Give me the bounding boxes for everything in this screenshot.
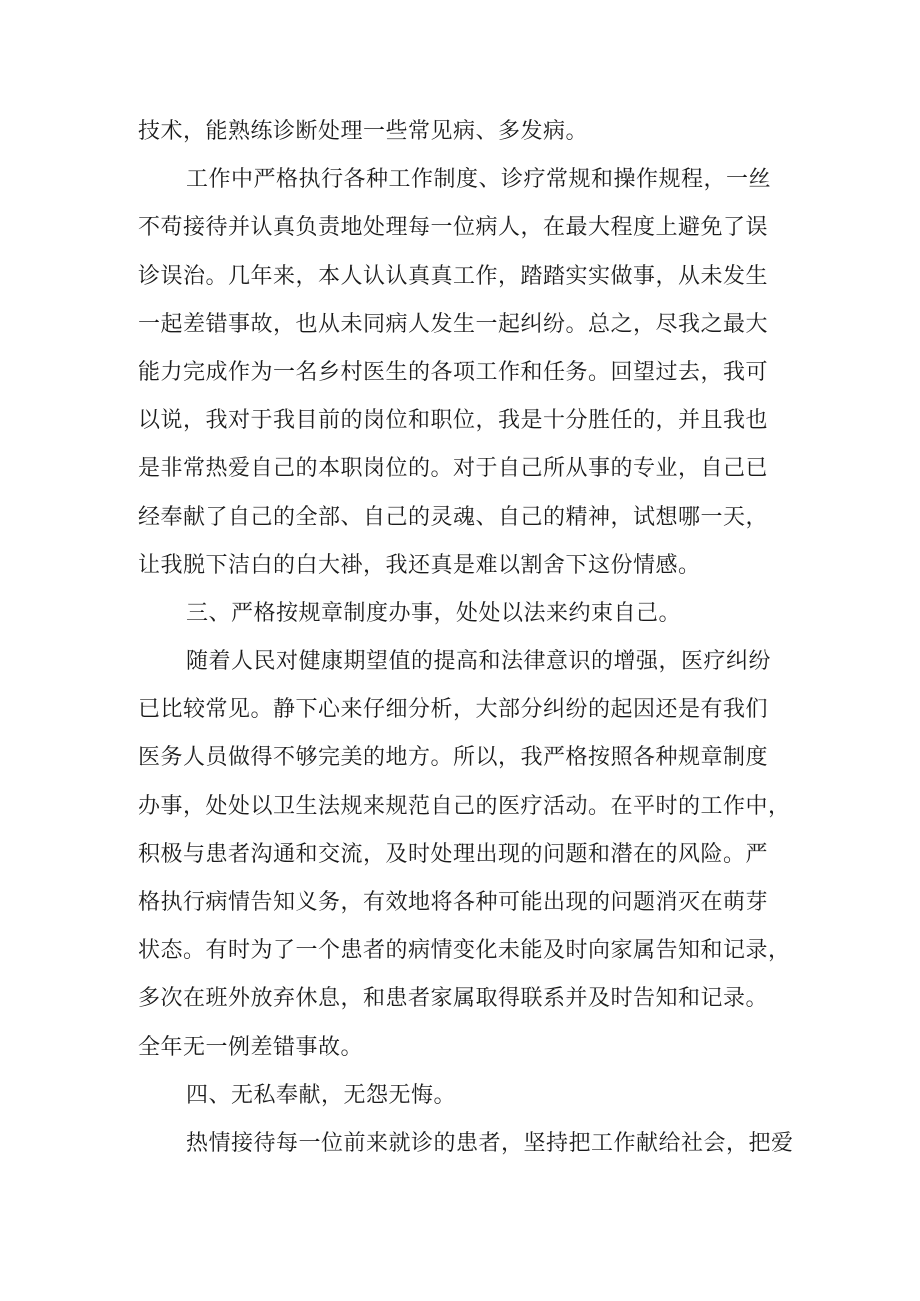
document-body [138,108,800,1168]
text-line: 是非常热爱自己的本职岗位的。对于自己所从事的专业，自己已 [138,456,769,482]
text-line: 办事，处处以卫生法规来规范自己的医疗活动。在平时的工作中， [138,793,791,819]
text-line: 技术，能熟练诊断处理一些常见病、多发病。 [138,119,589,144]
text-line: 能力完成作为一名乡村医生的各项工作和任务。回望过去，我可 [138,359,769,385]
paragraph-start-line: 随着人民对健康期望值的提高和法律意识的增强，医疗纠纷 [186,649,772,675]
text-line: 一起差错事故，也从未同病人发生一起纠纷。总之，尽我之最大 [138,311,769,337]
text-line: 已比较常见。静下心来仔细分析，大部分纠纷的起因还是有我们 [138,697,769,723]
text-line: 诊误治。几年来，本人认认真真工作，踏踏实实做事，从未发生 [138,263,769,289]
text-line: 医务人员做得不够完美的地方。所以，我严格按照各种规章制度 [138,745,769,771]
text-line: 多次在班外放弃休息，和患者家属取得联系并及时告知和记录。 [138,986,769,1012]
text-line: 状态。有时为了一个患者的病情变化未能及时向家属告知和记录， [138,938,791,964]
section-heading-4: 四、无私奉献，无怨无悔。 [186,1082,457,1108]
text-line: 积极与患者沟通和交流，及时处理出现的问题和潜在的风险。严 [138,841,769,867]
text-line: 格执行病情告知义务，有效地将各种可能出现的问题消灭在萌芽 [138,890,769,915]
paragraph-start-line: 热情接待每一位前来就诊的患者，坚持把工作献给社会，把爱 [186,1130,794,1156]
paragraph-start-line: 工作中严格执行各种工作制度、诊疗常规和操作规程，一丝 [186,167,772,193]
text-line: 经奉献了自己的全部、自己的灵魂、自己的精神，试想哪一天， [138,504,769,530]
text-line: 以说，我对于我目前的岗位和职位，我是十分胜任的，并且我也 [138,408,769,434]
text-line: 让我脱下洁白的白大褂，我还真是难以割舍下这份情感。 [138,552,701,578]
text-line: 全年无一例差错事故。 [138,1034,364,1060]
text-line: 不苟接待并认真负责地处理每一位病人，在最大程度上避免了误 [138,215,769,241]
section-heading-3: 三、严格按规章制度办事，处处以法来约束自己。 [186,600,682,626]
